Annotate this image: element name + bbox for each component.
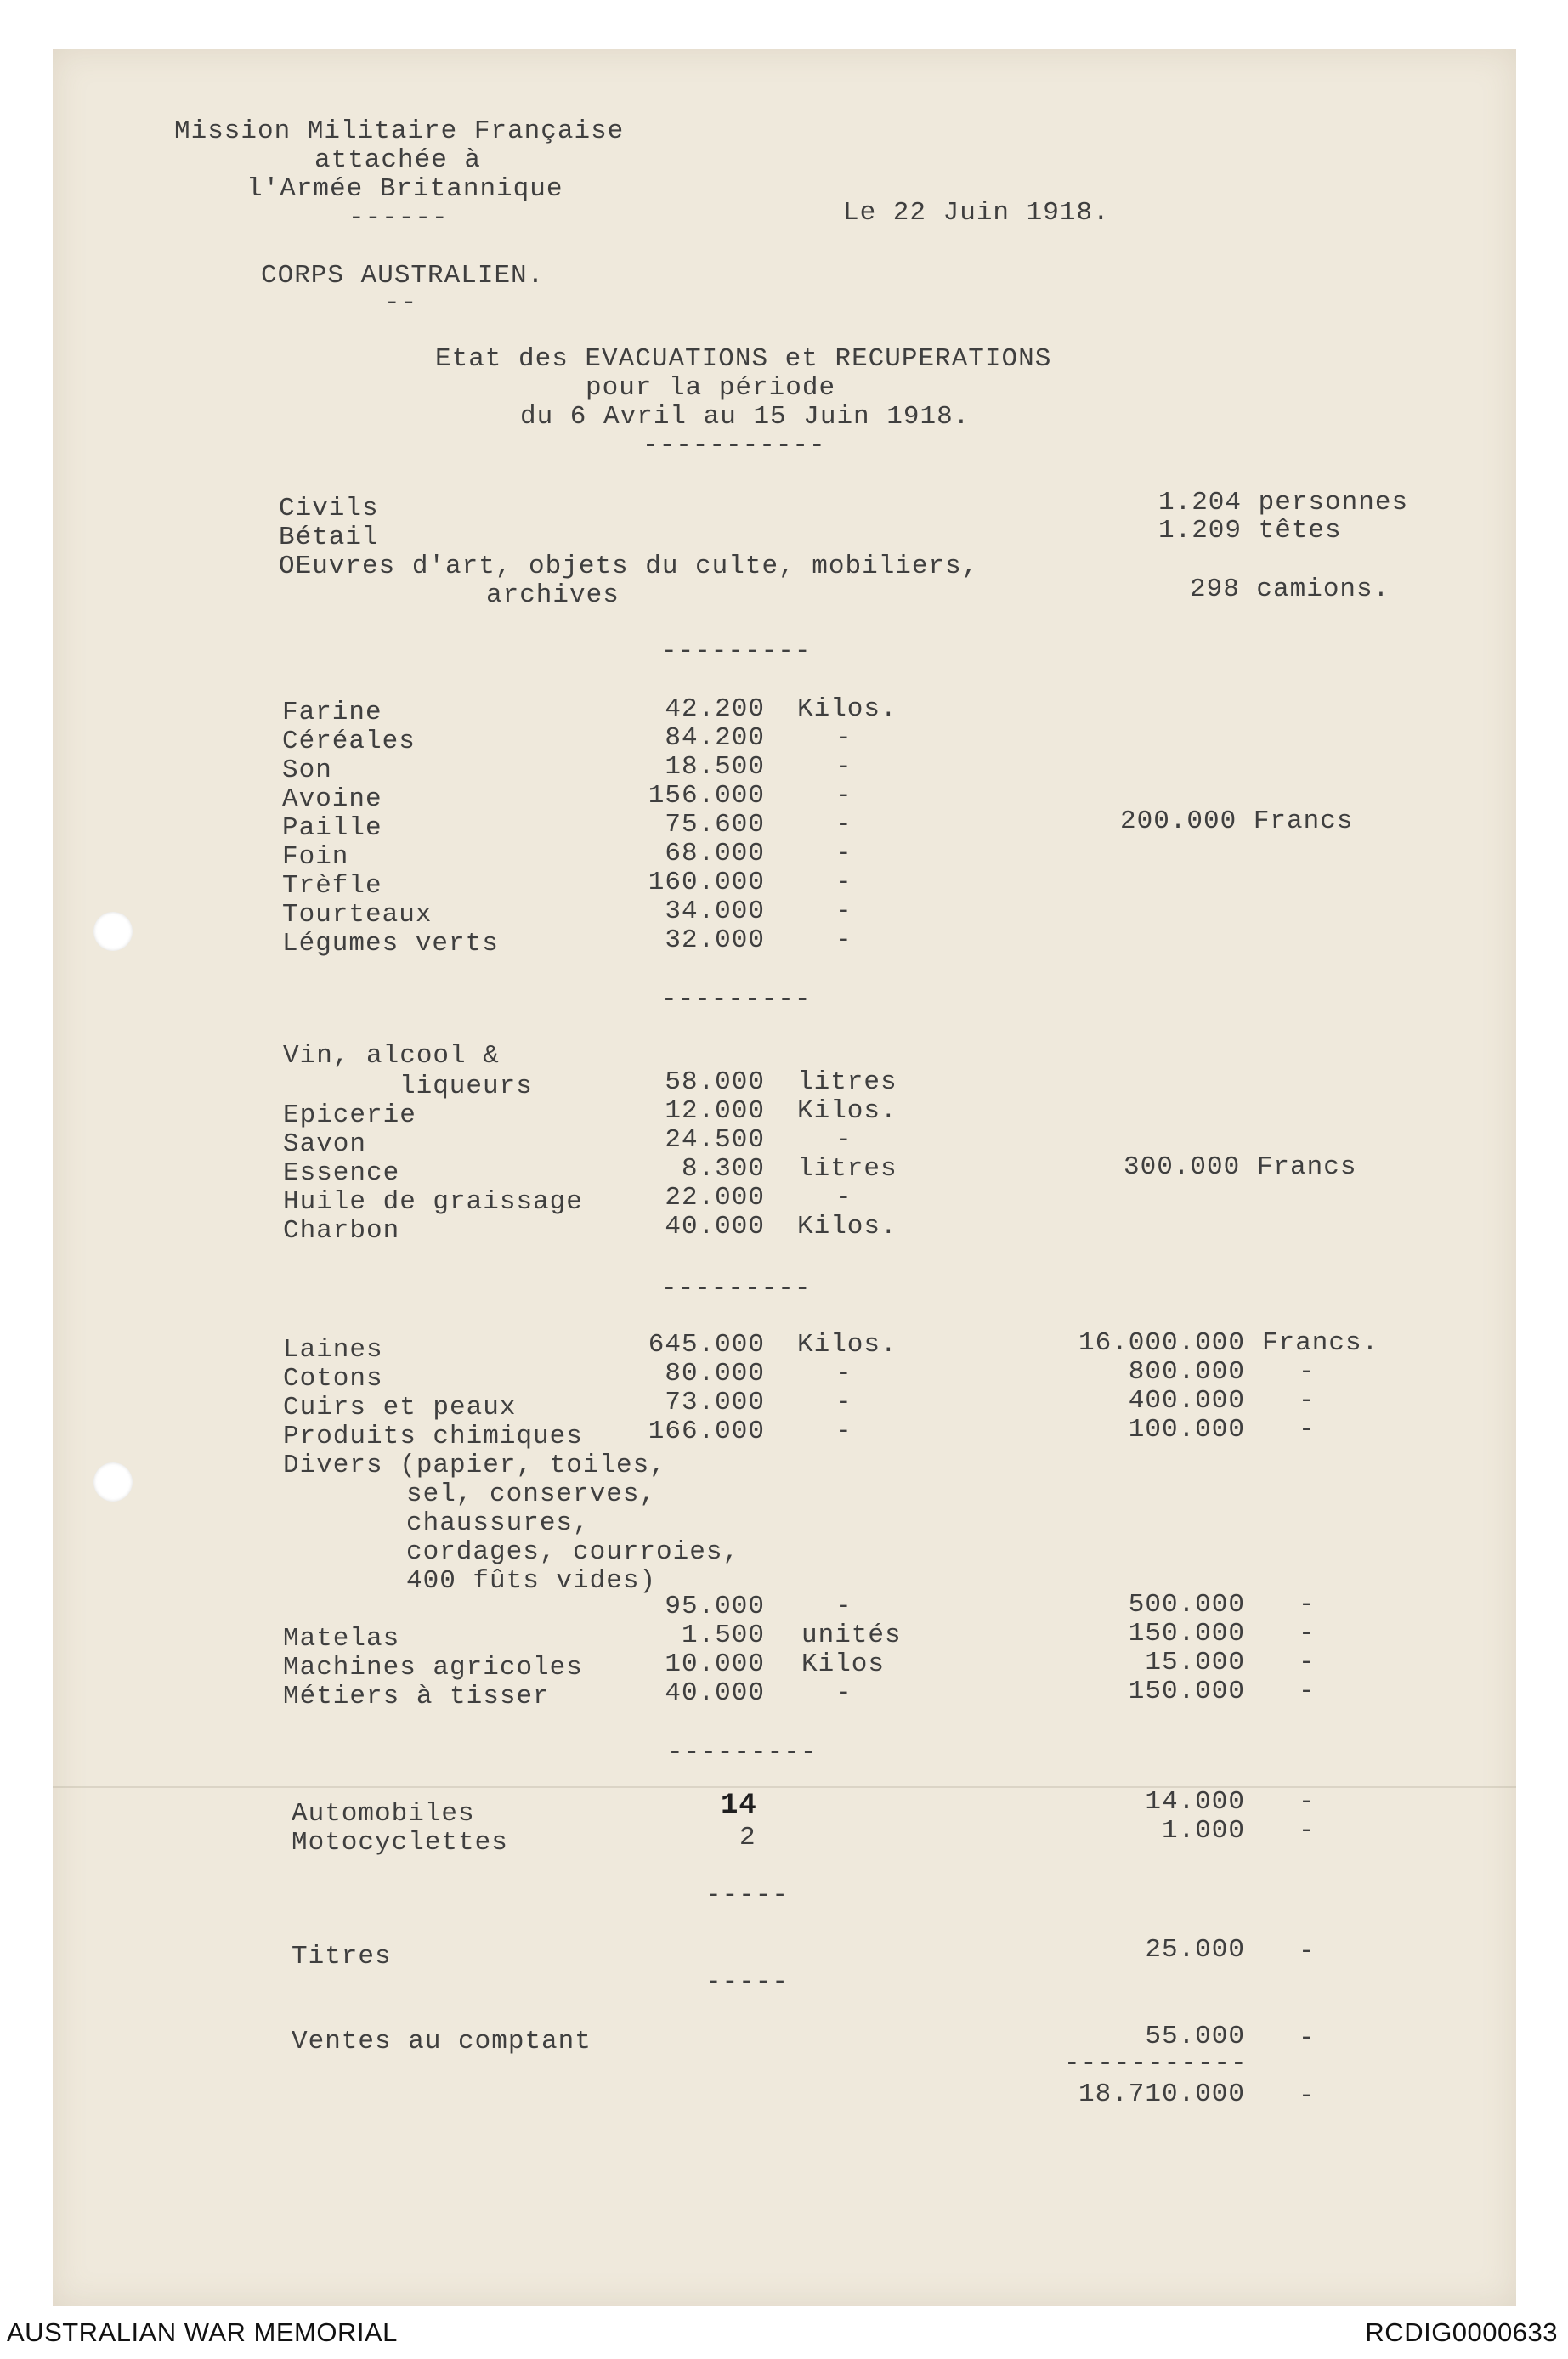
divers-label-cont: 400 fûts vides) [406,1566,657,1596]
footer-id: RCDIG0000633 [1365,2317,1558,2347]
oeuvres-value: 298 camions. [1190,574,1390,604]
list-item-unit: Kilos. [797,1096,897,1126]
list-item-label: Légumes verts [282,929,499,959]
list-item-label: Automobiles [292,1799,475,1829]
list-item-unit: - [835,752,852,782]
mission-line3: l'Armée Britannique [246,174,563,204]
list-item-unit: - [835,781,852,811]
divers-label-cont: cordages, courroies, [406,1537,740,1567]
list-item-value-unit: - [1299,1787,1316,1817]
list-item-value-unit: - [1299,1619,1316,1649]
corps-heading: CORPS AUSTRALIEN. [261,261,545,291]
list-item-unit: - [835,839,852,868]
list-item-qty: 645.000 [648,1330,765,1360]
ventes-unit: - [1299,2023,1316,2053]
list-item-qty: 8.300 [681,1154,765,1184]
list-item-value: 150.000 [1128,1619,1245,1649]
separator: --------- [667,1738,818,1768]
vin-label: Vin, alcool & [283,1041,500,1071]
list-item-unit: - [835,868,852,897]
list-item-label: Laines [283,1335,383,1365]
grand-total-unit: - [1299,2081,1316,2111]
list-item-label: Motocyclettes [292,1828,508,1858]
separator: --------- [661,985,812,1015]
list-item-value-unit: Francs. [1262,1328,1379,1358]
ventes-label: Ventes au comptant [292,2027,592,2056]
list-item-qty: 42.200 [665,694,765,724]
separator: --------- [661,1274,812,1304]
list-item-qty: 10.000 [665,1649,765,1679]
list-item-label: Essence [283,1158,400,1188]
title-underline: ----------- [642,431,826,461]
list-item-qty: 156.000 [648,781,765,811]
list-item-label: Paille [282,813,382,843]
list-item-value: 14.000 [1145,1787,1245,1817]
list-item-qty: 24.500 [665,1125,765,1155]
list-item-qty: 73.000 [665,1388,765,1417]
handwritten-qty: 14 [721,1790,757,1822]
list-item-qty: 18.500 [665,752,765,782]
total-rule: ----------- [1064,2049,1248,2079]
footer-source: AUSTRALIAN WAR MEMORIAL [7,2317,398,2347]
list-item-value-unit: - [1299,1648,1316,1677]
list-item-label: Produits chimiques [283,1422,583,1451]
list-item-qty: 160.000 [648,868,765,897]
ventes-value: 55.000 [1145,2022,1245,2051]
list-item-value: 1.000 [1161,1816,1245,1846]
section2-value: 200.000 Francs [1120,806,1354,836]
list-item-label: Savon [283,1129,367,1159]
betail-value: 1.209 têtes [1158,516,1342,546]
list-item-label: Cotons [283,1364,383,1394]
list-item-qty: 40.000 [665,1212,765,1242]
list-item-value-unit: - [1299,1357,1316,1387]
list-item-unit: Kilos. [797,1212,897,1242]
punch-hole [93,1462,133,1502]
list-item-unit: - [835,810,852,840]
list-item-label: Trèfle [282,871,382,901]
list-item-unit: - [835,925,852,955]
list-item-qty: 1.500 [681,1621,765,1650]
list-item-unit: Kilos. [797,694,897,724]
list-item-label: Tourteaux [282,900,433,930]
mission-line2: attachée à [314,145,482,175]
list-item-label: Métiers à tisser [283,1682,550,1711]
list-item-qty: 84.200 [665,723,765,753]
civils-value: 1.204 personnes [1158,488,1409,518]
divers-value: 500.000 [1128,1590,1245,1620]
list-item-value: 15.000 [1145,1648,1245,1677]
list-item-label: Avoine [282,784,382,814]
letter-date: Le 22 Juin 1918. [843,198,1110,228]
list-item-qty: 2 [739,1823,756,1853]
list-item-qty: 80.000 [665,1359,765,1389]
list-item-label: Huile de graissage [283,1187,583,1217]
divers-value-unit: - [1299,1590,1316,1620]
list-item-value: 16.000.000 [1078,1328,1245,1358]
section3-value: 300.000 Francs [1124,1152,1357,1182]
separator: ----- [705,1881,790,1910]
list-item-qty: 32.000 [665,925,765,955]
list-item-unit: - [835,897,852,926]
list-item-label: Céréales [282,727,416,756]
title-line3: du 6 Avril au 15 Juin 1918. [520,402,971,432]
oeuvres-label: OEuvres d'art, objets du culte, mobiliers, [279,552,979,581]
list-item-unit: - [835,723,852,753]
list-item-unit: unités [801,1621,902,1650]
list-item-value: 100.000 [1128,1415,1245,1445]
list-item-unit: Kilos. [797,1330,897,1360]
list-item-unit: litres [797,1067,897,1097]
list-item-qty: 22.000 [665,1183,765,1213]
list-item-value-unit: - [1299,1415,1316,1445]
list-item-qty: 68.000 [665,839,765,868]
list-item-qty: 12.000 [665,1096,765,1126]
list-item-unit: - [835,1359,852,1389]
title-line2: pour la période [586,373,836,403]
list-item-label: Charbon [283,1216,400,1246]
separator: --------- [661,636,812,666]
divers-qty: 95.000 [665,1592,765,1621]
mission-line1: Mission Militaire Française [174,116,625,146]
list-item-label: Matelas [283,1624,400,1654]
fold-crease [53,1786,1516,1788]
list-item-label: Foin [282,842,349,872]
list-item-unit: Kilos [801,1649,886,1679]
list-item-unit: - [835,1678,852,1708]
list-item-value: 150.000 [1128,1677,1245,1706]
grand-total: 18.710.000 [1078,2079,1245,2109]
corps-underline: -- [384,288,418,318]
list-item-label: Son [282,755,332,785]
betail-label: Bétail [279,523,379,552]
list-item-value-unit: - [1299,1816,1316,1846]
separator: ----- [705,1967,790,1997]
list-item-qty: 166.000 [648,1417,765,1446]
list-item-value: 800.000 [1128,1357,1245,1387]
civils-label: Civils [279,494,379,523]
titres-label: Titres [292,1942,392,1971]
punch-hole [93,912,133,951]
list-item-unit: - [835,1125,852,1155]
list-item-value-unit: - [1299,1386,1316,1416]
vin-label-cont: liqueurs [399,1072,533,1101]
titres-unit: - [1299,1937,1316,1966]
divers-label-cont: sel, conserves, [406,1479,657,1509]
list-item-unit: litres [797,1154,897,1184]
list-item-unit: - [835,1417,852,1446]
list-item-unit: - [835,1183,852,1213]
list-item-label: Farine [282,698,382,727]
title-line1: Etat des EVACUATIONS et RECUPERATIONS [435,344,1052,374]
list-item-label: Machines agricoles [283,1653,583,1683]
list-item-value-unit: - [1299,1677,1316,1706]
list-item-label: Cuirs et peaux [283,1393,517,1423]
list-item-qty: 34.000 [665,897,765,926]
divers-label-cont: chaussures, [406,1508,590,1538]
list-item-qty: 58.000 [665,1067,765,1097]
titres-value: 25.000 [1145,1935,1245,1965]
list-item-qty: 75.600 [665,810,765,840]
divers-label: Divers (papier, toiles, [283,1451,666,1480]
divers-unit: - [835,1592,852,1621]
list-item-value: 400.000 [1128,1386,1245,1416]
list-item-qty: 40.000 [665,1678,765,1708]
oeuvres-label-cont: archives [486,580,620,610]
list-item-unit: - [835,1388,852,1417]
header-separator: ------ [348,203,449,233]
list-item-label: Epicerie [283,1100,416,1130]
